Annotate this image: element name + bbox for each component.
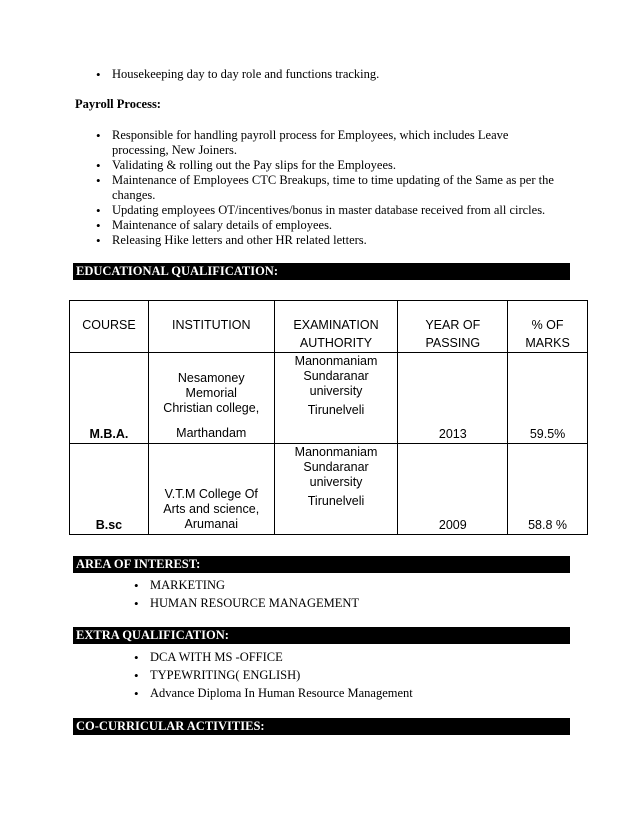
cocurricular-section-header: CO-CURRICULAR ACTIVITIES: <box>73 718 570 735</box>
list-item: • HUMAN RESOURCE MANAGEMENT <box>130 596 560 611</box>
list-item: • Validating & rolling out the Pay slips for the Employees. <box>92 158 567 173</box>
institution-cell: V.T.M College Of Arts and science, Arumanai <box>163 487 260 531</box>
table-header-row <box>70 301 588 353</box>
list-item: • Maintenance of Employees CTC Breakups, time to time updating of the Same as per the changes. <box>92 173 567 203</box>
header-year: YEAR OF PASSING <box>398 301 508 353</box>
payroll-list <box>92 128 567 248</box>
header-institution: INSTITUTION <box>148 301 274 353</box>
list-item: • Releasing Hike letters and other HR related letters. <box>92 233 567 248</box>
extra-list <box>130 650 560 701</box>
institution-cell: Nesamoney Memorial Christian college, Marthandam <box>163 371 260 440</box>
extra-section-header: EXTRA QUALIFICATION: <box>73 627 570 644</box>
marks-cell: 58.8 % <box>528 518 568 532</box>
top-bullet-list <box>92 67 562 82</box>
interest-section-header: AREA OF INTEREST: <box>73 556 570 573</box>
education-section-header: EDUCATIONAL QUALIFICATION: <box>73 263 570 280</box>
course-cell: B.sc <box>95 518 123 532</box>
marks-cell: 59.5% <box>529 427 566 441</box>
list-item: • Responsible for handling payroll process for Employees, which includes Leave processing, New Joiners. <box>92 128 567 158</box>
education-table <box>69 300 588 535</box>
table-row <box>70 353 588 444</box>
list-item: • TYPEWRITING( ENGLISH) <box>130 668 560 683</box>
year-cell: 2009 <box>438 518 467 532</box>
list-item: • Advance Diploma In Human Resource Management <box>130 686 560 701</box>
list-item: • DCA WITH MS -OFFICE <box>130 650 560 665</box>
authority-cell: Manonmaniam Sundaranar university Tirunelveli <box>294 445 378 508</box>
list-item: • Maintenance of salary details of employees. <box>92 218 567 233</box>
year-cell: 2013 <box>438 427 467 441</box>
list-item: • Housekeeping day to day role and functions tracking. <box>92 67 562 82</box>
interest-list <box>130 578 560 611</box>
authority-cell: Manonmaniam Sundaranar university Tirunelveli <box>294 354 378 417</box>
list-item: • MARKETING <box>130 578 560 593</box>
course-cell: M.B.A. <box>89 427 129 441</box>
list-item: • Updating employees OT/incentives/bonus in master database received from all circles. <box>92 203 567 218</box>
header-course: COURSE <box>70 301 149 353</box>
table-row <box>70 444 588 535</box>
payroll-heading: Payroll Process: <box>75 97 161 111</box>
header-authority: EXAMINATION AUTHORITY <box>274 301 398 353</box>
header-marks: % OF MARKS <box>508 301 588 353</box>
